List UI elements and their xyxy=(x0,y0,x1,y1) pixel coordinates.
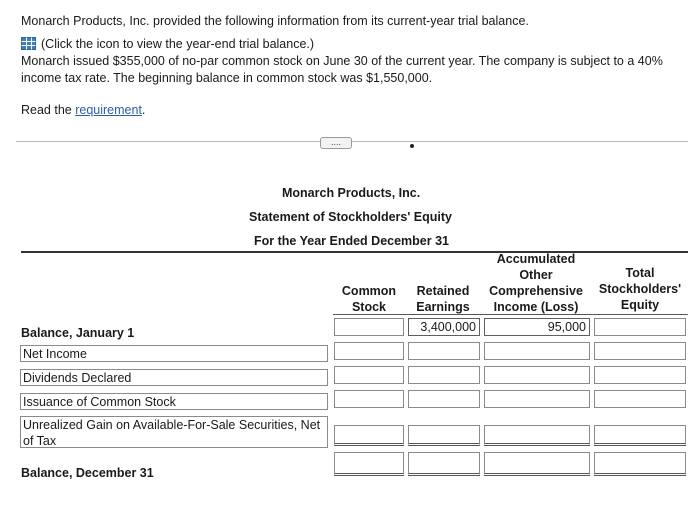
row-label-balance-jan: Balance, January 1 xyxy=(21,326,135,340)
cell-total-unrealized[interactable] xyxy=(594,425,686,446)
cell-common-stock-jan[interactable] xyxy=(334,318,404,336)
cell-retained-earnings-jan: 3,400,000 xyxy=(408,318,480,336)
intro-line-3: Monarch issued $355,000 of no-par common stock on June 30 of the current year. The company is subject to a 40% xyxy=(21,54,663,68)
read-prefix: Read the xyxy=(21,103,76,117)
row-label-issuance[interactable]: Issuance of Common Stock xyxy=(20,393,328,410)
col-header-line: Stockholders' xyxy=(598,282,682,296)
col-header-line: Income (Loss) xyxy=(493,300,579,314)
cell-common-stock-unrealized[interactable] xyxy=(334,425,404,446)
requirement-link[interactable]: requirement xyxy=(75,103,142,117)
cell-aoci-jan: 95,000 xyxy=(484,318,590,336)
column-header-rule xyxy=(333,314,688,315)
col-header-line: Retained xyxy=(416,284,470,298)
company-name: Monarch Products, Inc. xyxy=(282,186,421,200)
cell-retained-earnings-dividends[interactable] xyxy=(408,366,480,384)
cell-total-dec[interactable] xyxy=(594,452,686,476)
statement-title: Statement of Stockholders' Equity xyxy=(249,210,453,224)
cell-common-stock-dividends[interactable] xyxy=(334,366,404,384)
row-label-dividends[interactable]: Dividends Declared xyxy=(20,369,328,386)
cell-aoci-dividends[interactable] xyxy=(484,366,590,384)
cell-aoci-dec[interactable] xyxy=(484,452,590,476)
intro-line-1: Monarch Products, Inc. provided the following information from its current-year trial balance. xyxy=(21,14,529,28)
cell-total-net-income[interactable] xyxy=(594,342,686,360)
statement-period: For the Year Ended December 31 xyxy=(254,234,449,248)
row-label-balance-dec: Balance, December 31 xyxy=(21,466,154,480)
col-header-line: Equity xyxy=(620,298,660,312)
expand-button[interactable]: .... xyxy=(320,137,352,149)
row-label-net-income[interactable]: Net Income xyxy=(20,345,328,362)
col-header-total xyxy=(594,265,686,313)
col-header-retained-earnings xyxy=(408,283,478,315)
col-header-line: Accumulated xyxy=(496,252,576,266)
cell-retained-earnings-issuance[interactable] xyxy=(408,390,480,408)
col-header-line: Common xyxy=(341,284,397,298)
read-requirement-row xyxy=(21,102,145,118)
cell-retained-earnings-net-income[interactable] xyxy=(408,342,480,360)
read-suffix: . xyxy=(141,103,146,117)
cell-total-dividends[interactable] xyxy=(594,366,686,384)
table-icon[interactable] xyxy=(21,37,36,50)
trial-balance-link-row[interactable] xyxy=(21,36,314,52)
row-label-unrealized-gain[interactable]: Unrealized Gain on Available-For-Sale Securities, Net of Tax xyxy=(20,416,328,448)
cell-common-stock-dec[interactable] xyxy=(334,452,404,476)
col-header-common-stock xyxy=(334,283,404,315)
col-header-line: Stock xyxy=(351,300,387,314)
cell-aoci-net-income[interactable] xyxy=(484,342,590,360)
intro-line-4: income tax rate. The beginning balance in common stock was $1,550,000. xyxy=(21,71,433,85)
cell-common-stock-issuance[interactable] xyxy=(334,390,404,408)
col-header-line: Total xyxy=(625,266,655,280)
cell-common-stock-net-income[interactable] xyxy=(334,342,404,360)
col-header-aoci xyxy=(484,251,588,315)
cell-retained-earnings-unrealized[interactable] xyxy=(408,425,480,446)
cell-total-issuance[interactable] xyxy=(594,390,686,408)
col-header-line: Comprehensive xyxy=(489,284,583,298)
cell-total-jan[interactable] xyxy=(594,318,686,336)
cell-aoci-unrealized[interactable] xyxy=(484,425,590,446)
cursor-dot xyxy=(410,144,414,148)
col-header-line: Earnings xyxy=(416,300,470,314)
col-header-line: Other xyxy=(519,268,553,282)
cell-aoci-issuance[interactable] xyxy=(484,390,590,408)
cell-retained-earnings-dec[interactable] xyxy=(408,452,480,476)
section-divider xyxy=(16,141,688,142)
trial-balance-link-text[interactable]: (Click the icon to view the year-end trial balance.) xyxy=(41,37,315,51)
